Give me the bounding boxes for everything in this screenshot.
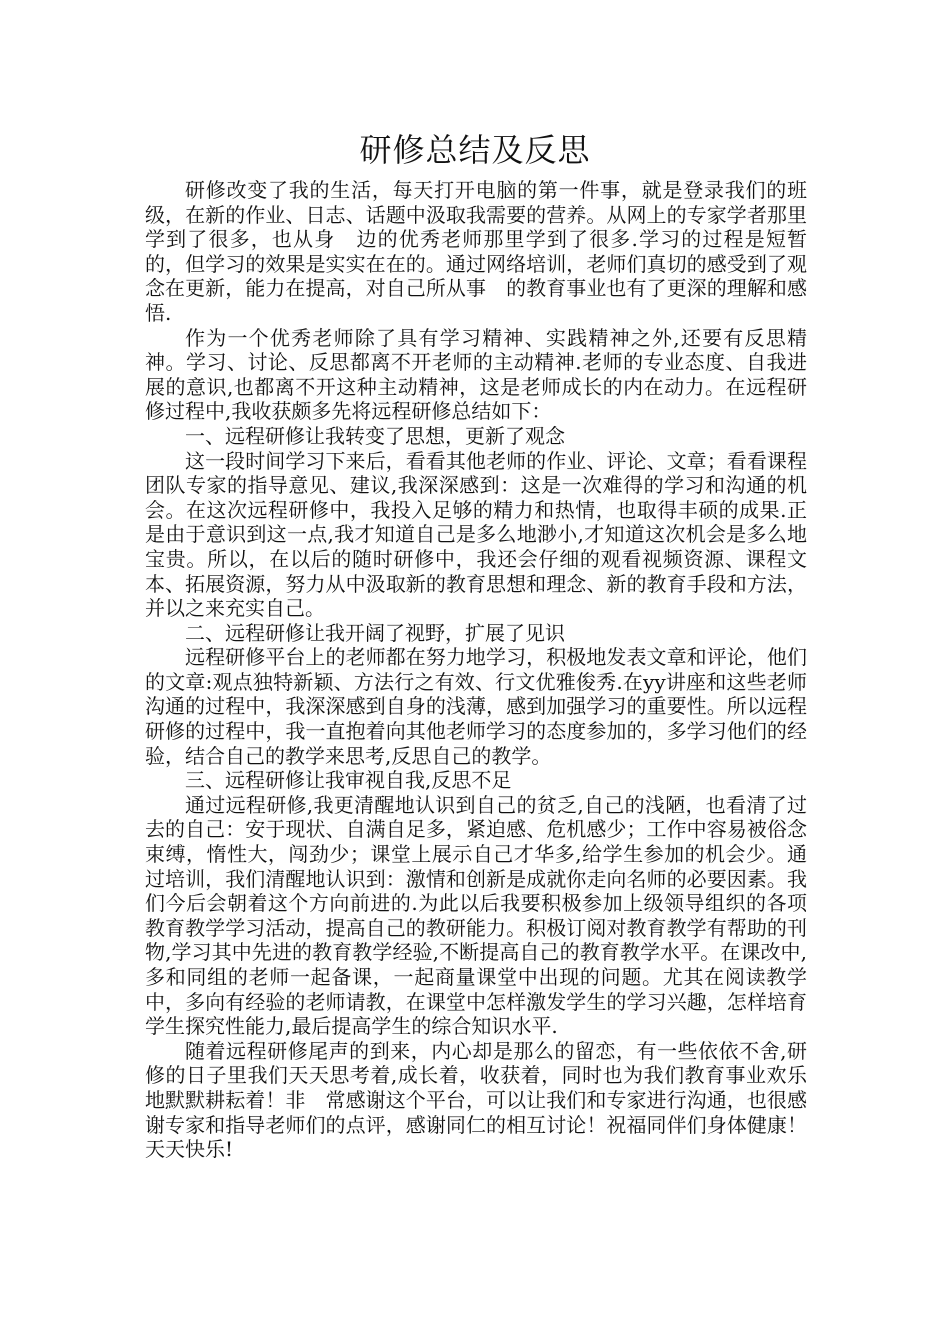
paragraph-intro: 研修改变了我的生活，每天打开电脑的第一件事，就是登录我们的班级，在新的作业、日志、话题中汲取我需要的营养。从网上的专家学者那里学到了很多，也从身 边的优秀老师那里学到了很多.学习的过程是短暂的，但学习的效果是实实在在的。通过网络培训，老师们真切的感受到了观念在更新，能力在提高，对自己所从事 的教育事业也有了更深的理解和感悟. <box>145 178 807 325</box>
section-heading-2: 二、远程研修让我开阔了视野，扩展了见识 <box>185 620 565 645</box>
paragraph-reflection: 作为一个优秀老师除了具有学习精神、实践精神之外,还要有反思精神。学习、讨论、反思都离不开老师的主动精神.老师的专业态度、自我进展的意识,也都离不开这种主动精神，这是老师成长的内在动力。在远程研修过程中,我收获颇多先将远程研修总结如下： <box>145 325 807 424</box>
document-body <box>145 178 807 1162</box>
document-title: 研修总结及反思 <box>359 131 591 169</box>
paragraph-section-1: 这一段时间学习下来后，看看其他老师的作业、评论、文章；看看课程团队专家的指导意见、建议,我深深感到：这是一次难得的学习和沟通的机会。在这次远程研修中，我投入足够的精力和热情，也取得丰硕的成果.正是由于意识到这一点,我才知道自己是多么地渺小,才知道这次机会是多么地宝贵。所以，在以后的随时研修中，我还会仔细的观看视频资源、课程文本、拓展资源，努力从中汲取新的教育思想和理念、新的教育手段和方法，并以之来充实自己。 <box>145 448 807 621</box>
paragraph-section-3: 通过远程研修,我更清醒地认识到自己的贫乏,自己的浅陋，也看清了过去的自己：安于现状、自满自足多，紧迫感、危机感少；工作中容易被俗念束缚，惰性大，闯劲少；课堂上展示自己才华多,给学生参加的机会少。通过培训，我们清醒地认识到：激情和创新是成就你走向名师的必要因素。我们今后会朝着这个方向前进的.为此以后我要积极参加上级领导组织的各项教育教学学习活动，提高自己的教研能力。积极订阅对教育教学有帮助的刊物,学习其中先进的教育教学经验,不断提高自己的教育教学水平。在课改中,多和同组的老师一起备课，一起商量课堂中出现的问题。尤其在阅读教学中，多向有经验的老师请教，在课堂中怎样激发学生的学习兴趣，怎样培育学生探究性能力,最后提高学生的综合知识水平. <box>145 792 807 1039</box>
paragraph-section-2: 远程研修平台上的老师都在努力地学习，积极地发表文章和评论，他们的文章:观点独特新颖、方法行之有效、行文优雅俊秀.在yy讲座和这些老师沟通的过程中，我深深感到自身的浅薄，感到加强学习的重要性。所以远程研修的过程中，我一直抱着向其他老师学习的态度参加的，多学习他们的经验，结合自己的教学来思考,反思自己的教学。 <box>145 645 807 768</box>
paragraph-conclusion: 随着远程研修尾声的到来，内心却是那么的留恋，有一些依依不舍,研修的日子里我们天天思考着,成长着，收获着，同时也为我们教育事业欢乐地默默耕耘着！非 常感谢这个平台，可以让我们和专家进行沟通，也很感谢专家和指导老师们的点评，感谢同仁的相互讨论！祝福同伴们身体健康！天天快乐! <box>145 1038 807 1162</box>
section-heading-3: 三、远程研修让我审视自我,反思不足 <box>185 768 512 793</box>
section-heading-1: 一、远程研修让我转变了思想，更新了观念 <box>185 423 565 448</box>
